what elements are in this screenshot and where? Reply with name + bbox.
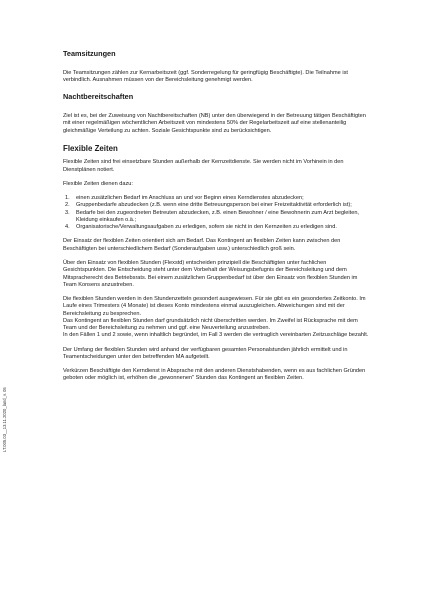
list-item-text: einen zusätzlichen Bedarf im Anschluss an und vor Beginn eines Kerndienstes abzudecken; xyxy=(76,195,304,202)
paragraph-teamsitzungen: Die Teamsitzungen zählen zur Kernarbeitszeit (ggf. Sonderregelung für geringfügig Beschäftigte). Die Teilnahme ist verbindlich. Ausnahmen müssen von der Bereichsleitung genehmigt werden. xyxy=(63,69,348,84)
flexible-zeiten-list xyxy=(65,195,371,231)
list-intro: Flexible Zeiten dienen dazu: xyxy=(63,180,133,187)
heading-nachtbereitschaften: Nachtbereitschaften xyxy=(63,92,134,102)
list-item-number: 4. xyxy=(65,224,70,231)
list-item xyxy=(65,202,371,209)
list-item-number: 2. xyxy=(65,202,70,209)
list-item-text: Organisatorische/Verwaltungsaufgaben zu erledigen, sofern sie nicht in den Kernzeiten zu erledigen sind. xyxy=(76,224,337,231)
paragraph-verkuerzen: Verkürzen Beschäftigte den Kerndienst in Absprache mit den anderen Dienstshabenden, wenn es aus fachlichen Gründen geboten oder möglich ist, erhöhen die „gewonnenen" Stunden das Kontingent an flexiblen Zeiten. xyxy=(63,368,366,382)
paragraph-nachtbereitschaften: Ziel ist es, bei der Zuweisung von Nachtbereitschaften (NB) unter den überwiegend in der Betreuung tätigen Beschäftigten mit einer regelmäßigen wöchentlichen Arbeitszeit von mindestens 50% der Regelarbeitszeit auf eine stellenanteilig gleichmäßige Verteilung zu achten. Soziale Gesichtspunkte sind zu berücksichtigen. xyxy=(63,113,366,134)
document-body xyxy=(63,50,371,383)
paragraph-umfang: Der Umfang der flexiblen Stunden wird anhand der verfügbaren gesamten Personalstunden jährlich ermittelt und in Teamentscheidungen unter den betreffenden MA aufgeteilt. xyxy=(63,346,348,360)
list-item-text: Gruppenbedarfe abzudecken (z.B. wenn eine dritte Betreuungsperson bei einer Freizeitaktivität erforderlich ist); xyxy=(76,202,352,209)
paragraph-zeitkonto: Die flexiblen Stunden werden in den Stundenzetteln gesondert ausgewiesen. Für sie gibt es ein gesondertes Zeitkonto. Im Laufe eines Trimesters (4 Monate) ist dieses Konto mindestens einmal auszugleichen. Abweichungen sind mit der Bereichsleitung zu besprechen. Das Kontingent an flexiblen Stunden darf grundsätzlich nicht überschritten werden. Im Zweifel ist Rücksprache mit dem Team und der Bereichsleitung zu nehmen und ggf. eine Neuverteilung anzustreben. In den Fällen 1 und 2 sowie, wenn inhaltlich begründet, im Fall 3 werden die vertraglich vereinbarten Zeitzuschläge bezahlt. xyxy=(63,296,369,339)
list-item-number: 1. xyxy=(65,195,70,202)
heading-flexible-zeiten: Flexible Zeiten xyxy=(63,143,118,153)
paragraph-entscheidung: Über den Einsatz von flexiblen Stunden (Flexstd) entscheiden prinzipiell die Beschäftigten unter fachlichen Gesichtspunkten. Die Entscheidung steht unter dem Vorbehalt der Weisungsbefugnis der Bereichsleitung und dem Mitspracherecht des Betriebsrats. Bei einem zusätzlichen Gruppenbedarf ist über den Einsatz von flexiblen Stunden im Team Konsens anzustreben. xyxy=(63,259,358,288)
paragraph-flexible-intro: Flexible Zeiten sind frei einsetzbare Stunden außerhalb der Kernzeitdienste. Sie werden nicht im Vorhinein in den Dienstplänen notiert. xyxy=(63,159,344,173)
paragraph-einsatz-bedarf: Der Einsatz der flexiblen Zeiten orientiert sich am Bedarf. Das Kontingent an flexiblen Zeiten kann zwischen den Beschäftigten bei unterschiedlichem Bedarf (Sonderaufgaben usw.) unterschiedlich groß sein. xyxy=(63,238,341,252)
list-item xyxy=(65,195,371,202)
list-item-number: 3. xyxy=(65,209,70,216)
list-item xyxy=(65,210,371,225)
list-item xyxy=(65,224,371,231)
heading-teamsitzungen: Teamsitzungen xyxy=(63,49,116,58)
list-item-text: Bedarfe bei den zugeordneten Betreuten abzudecken, z.B. einen Bewohner / eine Bewohnerin zum Arzt begleiten, Kleidung einkaufen o.ä.; xyxy=(76,209,359,223)
side-reference-code: LT.005.03__13.11.2020_land_v. 05 xyxy=(2,387,7,452)
